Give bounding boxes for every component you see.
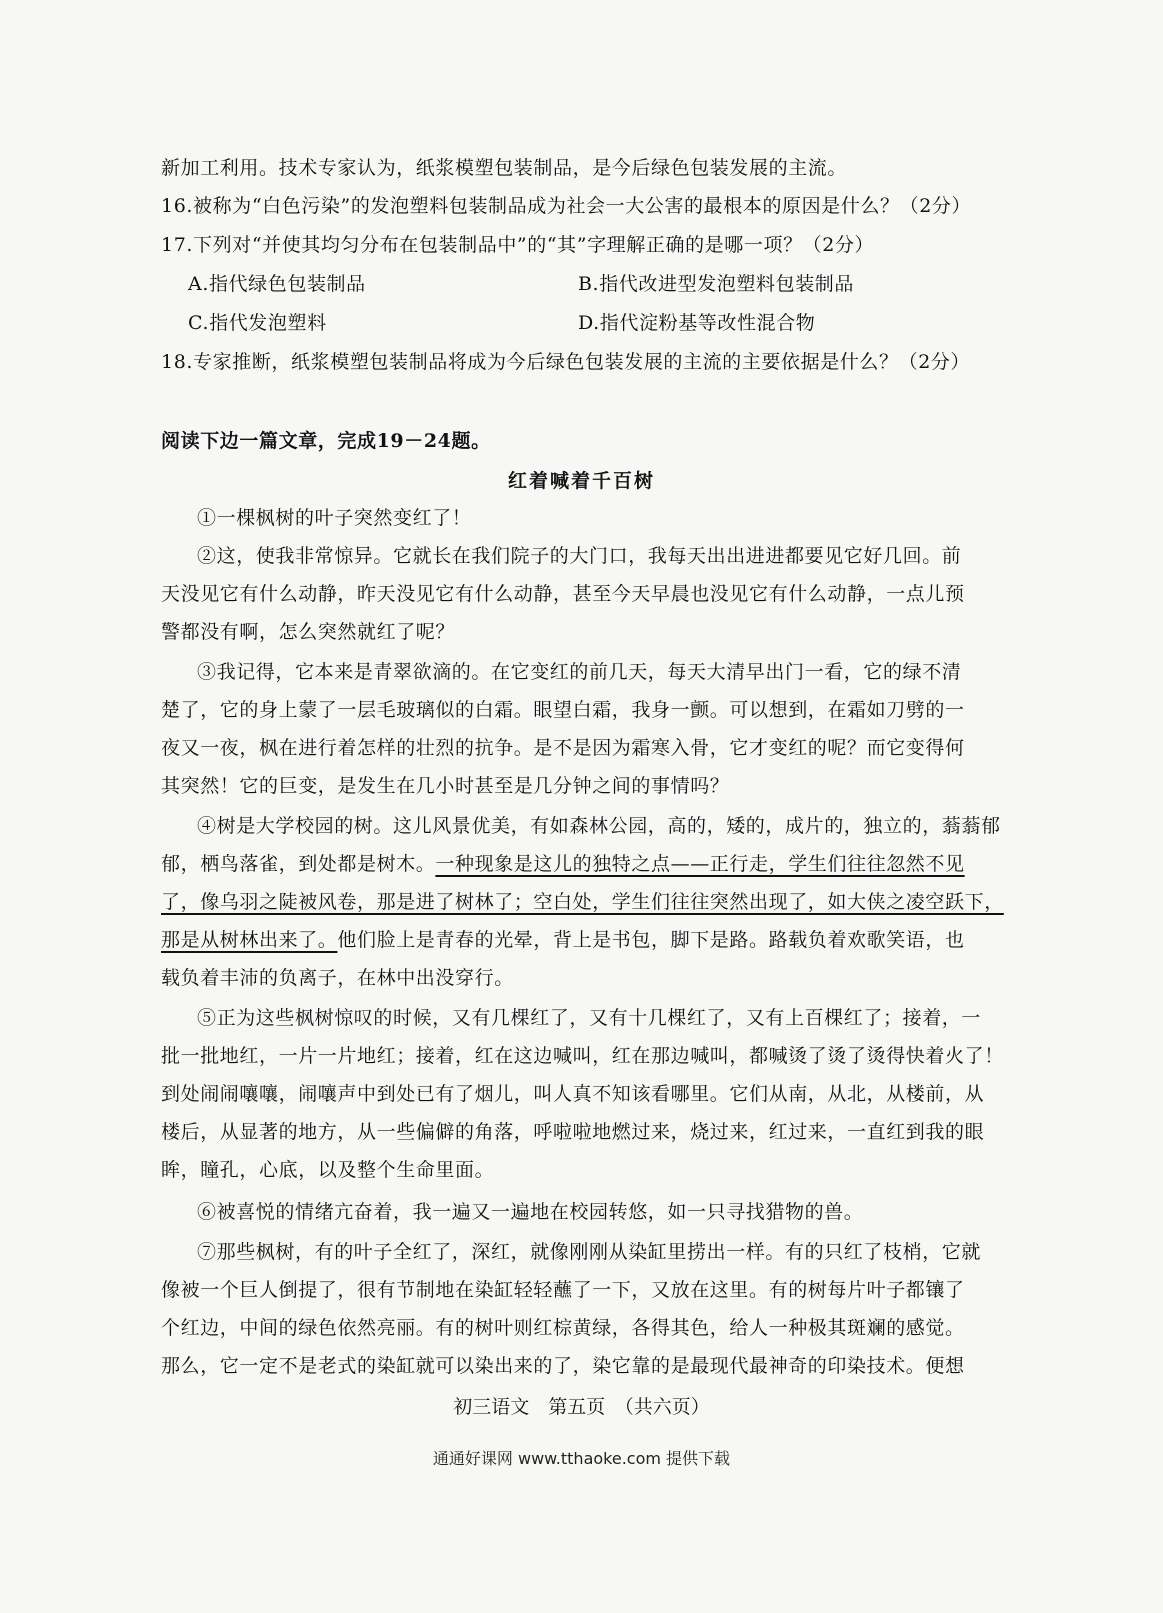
- paragraph-4-text: 他们脸上是青春的光晕，背上是书包，脚下是路。路载负着欢歌笑语，也: [337, 929, 965, 951]
- paragraph-4-text: 郁，栖鸟落雀，到处都是树木。: [161, 853, 436, 875]
- paragraph-3-line: 夜又一夜，枫在进行着怎样的壮烈的抗争。是不是因为霜寒入骨，它才变红的呢？而它变得何: [161, 737, 965, 759]
- paragraph-3-line: ③我记得，它本来是青翠欲滴的。在它变红的前几天，每天大清早出门一看，它的绿不清: [197, 661, 962, 683]
- reading-instruction: 阅读下边一篇文章，完成19－24题。: [161, 430, 491, 452]
- paragraph-6: ⑥被喜悦的情绪亢奋着，我一遍又一遍地在校园转悠，如一只寻找猎物的兽。: [197, 1201, 864, 1223]
- paragraph-7-line: 像被一个巨人倒提了，很有节制地在染缸轻轻蘸了一下，又放在这里。有的树每片叶子都镶了: [161, 1279, 965, 1301]
- option-d: D.指代淀粉基等改性混合物: [578, 312, 816, 334]
- paragraph-4-line: [161, 889, 1004, 915]
- option-a: A.指代绿色包装制品: [188, 273, 366, 295]
- continuation-line: 新加工利用。技术专家认为，纸浆模塑包装制品，是今后绿色包装发展的主流。: [161, 157, 848, 179]
- underlined-passage: 那是从树林出来了。: [161, 929, 338, 951]
- paragraph-5-line: 到处闹闹嚷嚷，闹嚷声中到处已有了烟儿，叫人真不知该看哪里。它们从南，从北，从楼前，从: [161, 1083, 985, 1105]
- paragraph-3-line: 其突然！它的巨变，是发生在几小时甚至是几分钟之间的事情吗？: [161, 775, 730, 797]
- underlined-passage: 一种现象是这儿的独特之点——正行走，学生们往往忽然不见: [435, 853, 965, 875]
- paragraph-5-line: 眸，瞳孔，心底，以及整个生命里面。: [161, 1159, 495, 1181]
- paragraph-5-line: ⑤正为这些枫树惊叹的时候，又有几棵红了，又有十几棵红了，又有上百棵红了；接着，一: [197, 1007, 982, 1029]
- paragraph-5-line: 批一批地红，一片一片地红；接着，红在这边喊叫，红在那边喊叫，都喊烫了烫了烫得快着火了！: [161, 1045, 1004, 1067]
- paragraph-5-line: 楼后，从显著的地方，从一些偏僻的角落，呼啦啦地燃过来，烧过来，红过来，一直红到我的眼: [161, 1121, 985, 1143]
- paragraph-4-line: ④树是大学校园的树。这儿风景优美，有如森林公园，高的，矮的，成片的，独立的，蓊蓊郁: [197, 815, 1001, 837]
- underlined-passage: 了，像乌羽之陡被风卷，那是进了树林了；空白处，学生们往往突然出现了，如大侠之凌空跃下，: [161, 891, 1004, 913]
- download-credit: 通通好课网 www.tthaoke.com 提供下载: [432, 1449, 731, 1468]
- paragraph-4-line: [161, 927, 991, 953]
- paragraph-2-line: 警都没有啊，怎么突然就红了呢？: [161, 621, 456, 643]
- paragraph-2-line: 天没见它有什么动静，昨天没见它有什么动静，甚至今天早晨也没见它有什么动静，一点儿预: [161, 583, 965, 605]
- question-17: 17.下列对“并使其均匀分布在包装制品中”的“其”字理解正确的是哪一项？（2分）: [161, 234, 875, 256]
- option-b: B.指代改进型发泡塑料包装制品: [578, 273, 855, 295]
- paragraph-4-line: 载负着丰沛的负离子，在林中出没穿行。: [161, 967, 514, 989]
- paragraph-7-line: 那么，它一定不是老式的染缸就可以染出来的了，染它靠的是最现代最神奇的印染技术。便想: [161, 1355, 965, 1377]
- paragraph-3-line: 楚了，它的身上蒙了一层毛玻璃似的白霜。眼望白霜，我身一颤。可以想到，在霜如刀劈的一: [161, 699, 965, 721]
- paragraph-7-line: ⑦那些枫树，有的叶子全红了，深红，就像刚刚从染缸里捞出一样。有的只红了枝梢，它就: [197, 1241, 982, 1263]
- paragraph-7-line: 个红边，中间的绿色依然亮丽。有的树叶则红棕黄绿，各得其色，给人一种极其斑斓的感觉。: [161, 1317, 965, 1339]
- option-c: C.指代发泡塑料: [188, 312, 327, 334]
- page-footer: 初三语文 第五页 （共六页）: [453, 1396, 710, 1418]
- question-16: 16.被称为“白色污染”的发泡塑料包装制品成为社会一大公害的最根本的原因是什么？（2分）: [161, 195, 972, 217]
- paragraph-4-line: [161, 851, 991, 877]
- question-18: 18.专家推断，纸浆模塑包装制品将成为今后绿色包装发展的主流的主要依据是什么？（2分）: [161, 351, 971, 373]
- paragraph-2-line: ②这，使我非常惊异。它就长在我们院子的大门口，我每天出出进进都要见它好几回。前: [197, 545, 962, 567]
- paragraph-1: ①一棵枫树的叶子突然变红了！: [197, 507, 472, 529]
- article-title: 红着喊着千百树: [507, 470, 655, 492]
